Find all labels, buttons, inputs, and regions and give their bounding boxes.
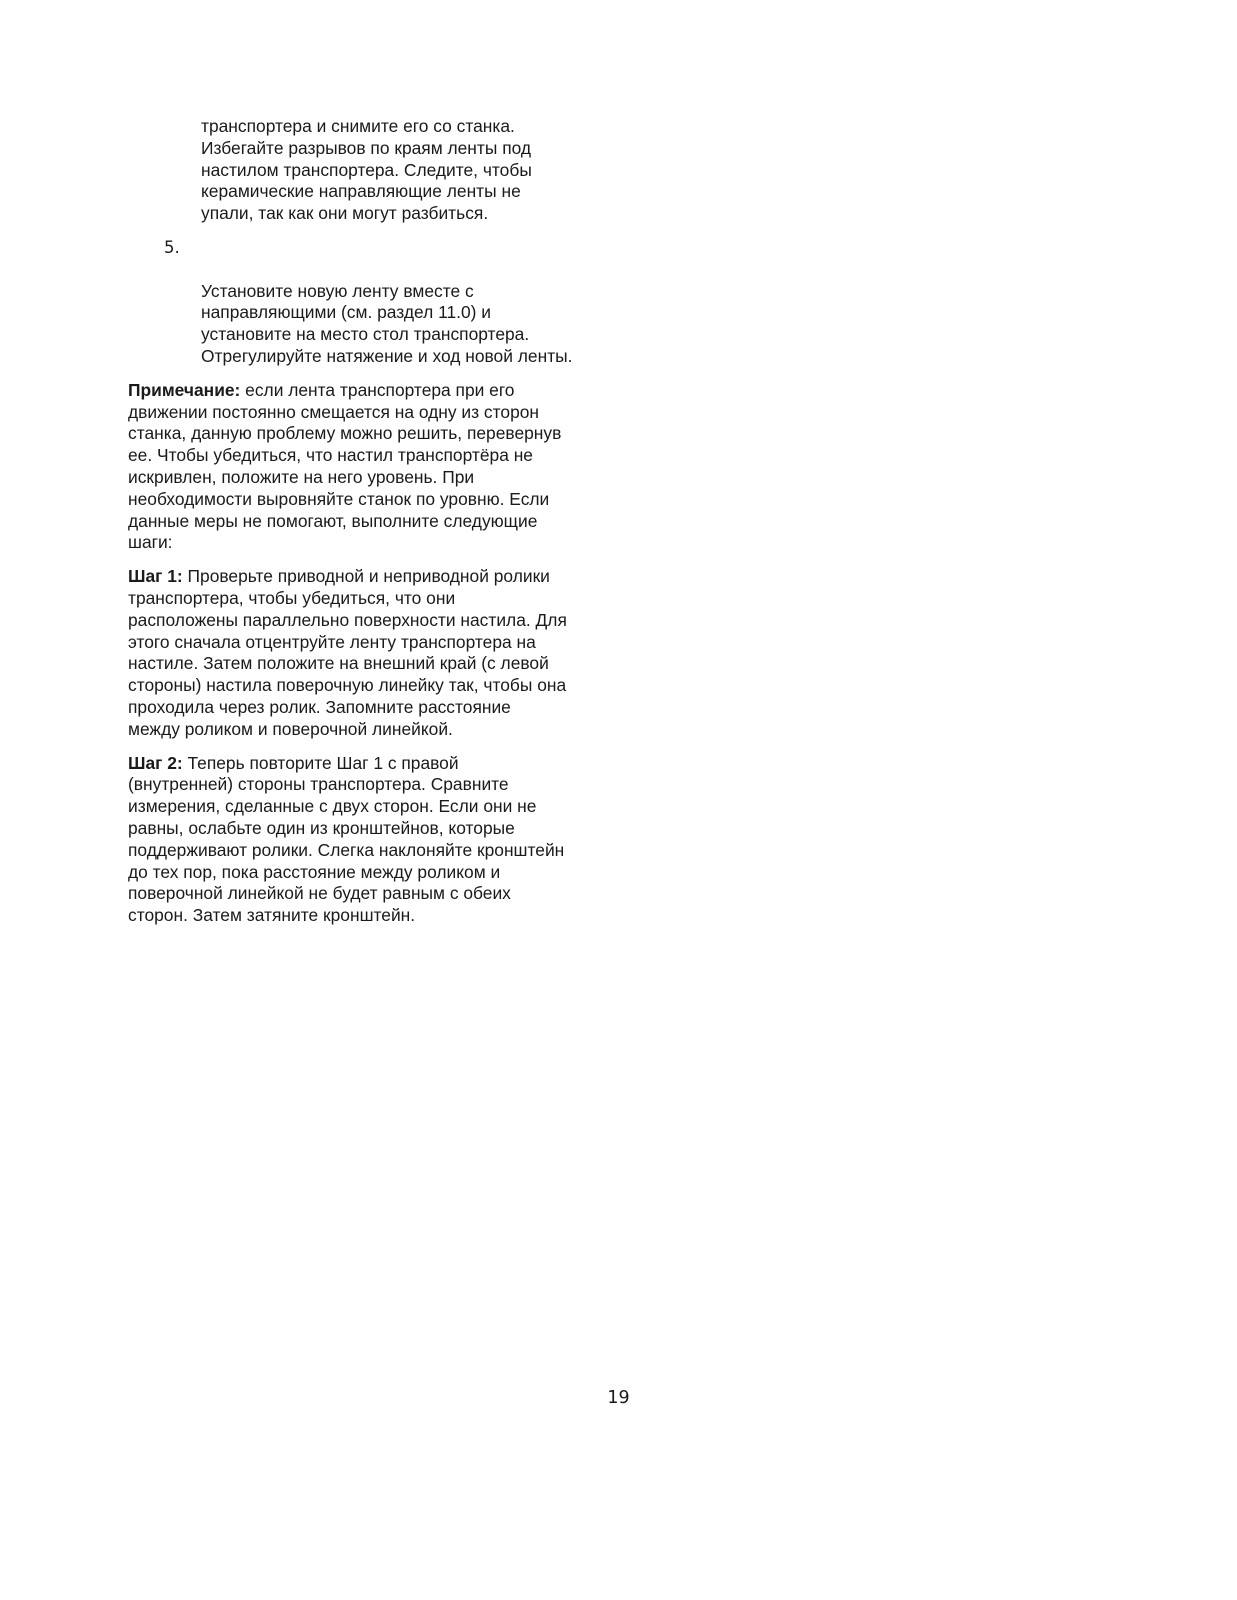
step-1-paragraph bbox=[128, 566, 628, 740]
step-2-label: Шаг 2: bbox=[128, 752, 183, 773]
step-1-label: Шаг 1: bbox=[128, 566, 183, 587]
step-2-paragraph bbox=[128, 753, 628, 927]
step-2-text: Теперь повторите Шаг 1 с правой (внутренней) стороны транспортера. Сравните измерения, сделанные с двух сторон. Если они не равны, ослабьте один из кронштейнов, которые поддерживают ролики. Слегка наклоняйте кронштейн до тех пор, пока расстояние между роликом и поверочной линейкой не будет равным с обеих сторон. Затем затяните кронштейн. bbox=[128, 752, 565, 926]
text-column bbox=[128, 116, 628, 927]
page-number: 19 bbox=[607, 1388, 630, 1408]
note-label: Примечание: bbox=[128, 379, 241, 400]
list-item-text: Установите новую ленту вместе с направляющими (см. раздел 11.0) и установите на место стол транспортера. Отрегулируйте натяжение и ход новой ленты. bbox=[201, 280, 573, 366]
list-item-5 bbox=[164, 237, 628, 368]
note-text: если лента транспортера при его движении постоянно смещается на одну из сторон станка, данную проблему можно решить, перевернув ее. Чтобы убедиться, что настил транспортёра не искривлен, положите на него уровень. При необходимости выровняйте станок по уровню. Если данные меры не помогают, выполните следующие шаги: bbox=[128, 379, 562, 553]
step-1-text: Проверьте приводной и неприводной ролики транспортера, чтобы убедиться, что они расположены параллельно поверхности настила. Для этого сначала отцентруйте ленту транспортера на настиле. Затем положите на внешний край (с левой стороны) настила поверочную линейку так, чтобы она проходила через ролик. Запомните расстояние между роликом и поверочной линейкой. bbox=[128, 566, 567, 739]
list-item-continuation: транспортера и снимите его со станка. Избегайте разрывов по краям ленты под настилом транспортера. Следите, чтобы керамические направляющие ленты не упали, так как они могут разбиться. bbox=[201, 116, 532, 224]
note-paragraph bbox=[128, 380, 628, 554]
list-item-number: 5. bbox=[164, 237, 180, 257]
